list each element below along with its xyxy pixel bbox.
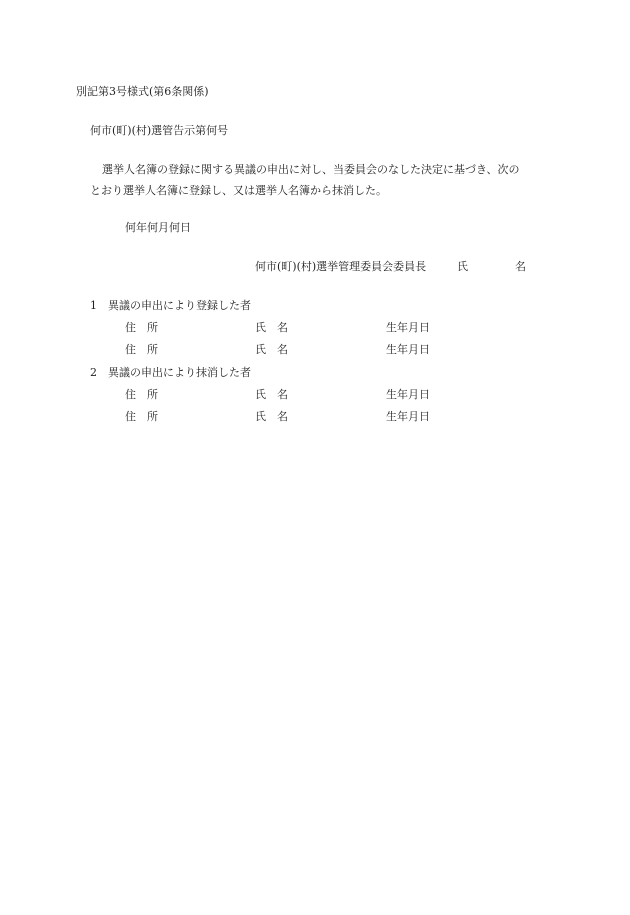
name-label: 氏 名 bbox=[255, 343, 288, 356]
address-label: 住 所 bbox=[125, 388, 158, 401]
list-item bbox=[0, 322, 630, 336]
form-caption: 別記第3号様式(第6条関係) bbox=[76, 85, 209, 98]
issuer-name-part-1: 氏 bbox=[457, 260, 468, 273]
name-label: 氏 名 bbox=[255, 388, 288, 401]
notice-number: 何市(町)(村)選管告示第何号 bbox=[90, 124, 229, 137]
list-item bbox=[0, 344, 630, 358]
section-number: 2 bbox=[90, 366, 97, 379]
birthdate-label: 生年月日 bbox=[386, 410, 430, 423]
birthdate-label: 生年月日 bbox=[386, 321, 430, 334]
section-heading-registered bbox=[90, 300, 251, 311]
issuer-title: 何市(町)(村)選挙管理委員会委員長 bbox=[255, 260, 427, 273]
birthdate-label: 生年月日 bbox=[386, 388, 430, 401]
name-label: 氏 名 bbox=[255, 410, 288, 423]
section-heading-deleted bbox=[90, 367, 251, 378]
body-line-2: とおり選挙人名簿に登録し、又は選挙人名簿から抹消した。 bbox=[90, 184, 387, 197]
issuer-name-part-2: 名 bbox=[515, 260, 526, 273]
address-label: 住 所 bbox=[125, 343, 158, 356]
address-label: 住 所 bbox=[125, 321, 158, 334]
section-number: 1 bbox=[90, 299, 97, 312]
list-item bbox=[0, 389, 630, 403]
section-heading-text: 異議の申出により登録した者 bbox=[108, 299, 251, 312]
address-label: 住 所 bbox=[125, 410, 158, 423]
list-item bbox=[0, 411, 630, 425]
section-heading-text: 異議の申出により抹消した者 bbox=[108, 366, 251, 379]
name-label: 氏 名 bbox=[255, 321, 288, 334]
birthdate-label: 生年月日 bbox=[386, 343, 430, 356]
body-line-1: 選挙人名簿の登録に関する異議の申出に対し、当委員会のなした決定に基づき、次の bbox=[102, 163, 520, 176]
notice-date: 何年何月何日 bbox=[125, 221, 191, 234]
